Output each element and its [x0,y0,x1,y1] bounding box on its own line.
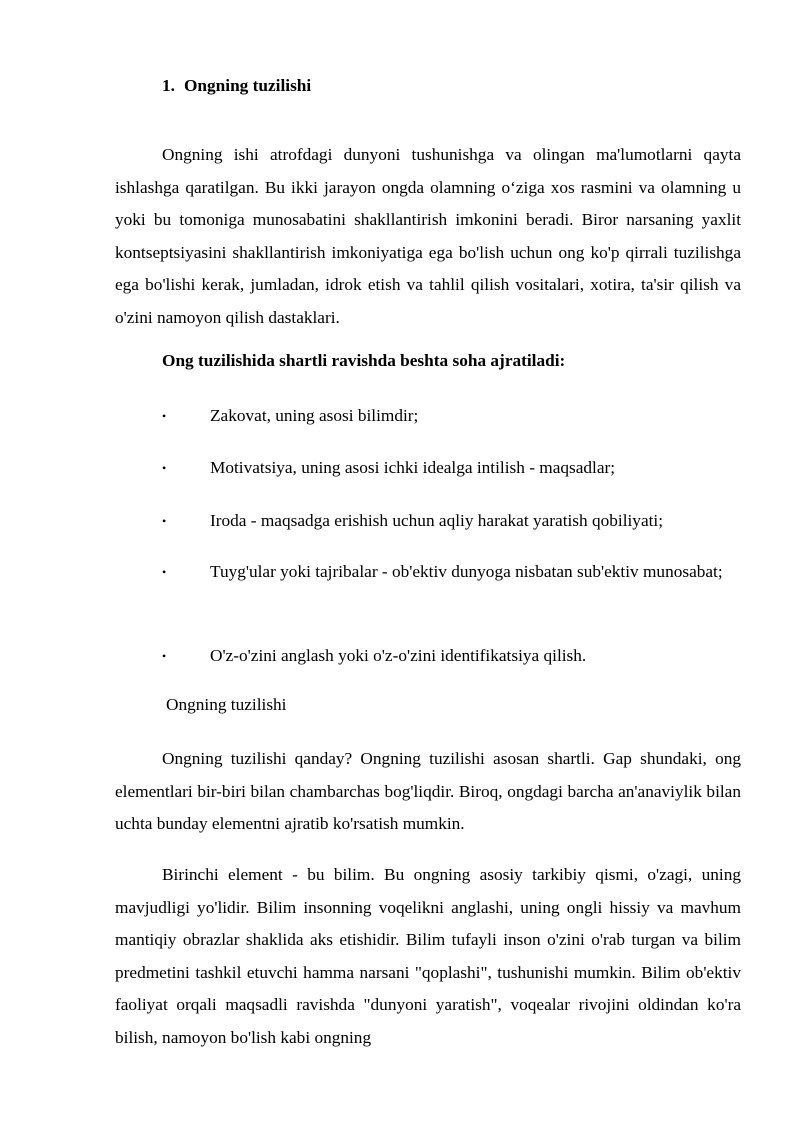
intro-paragraph: Ongning ishi atrofdagi dunyoni tushunishga va olingan ma'lumotlarni qayta ishlashga qaratilgan. Bu ikki jarayon ongda olamning o‘ziga xos rasmini va olamning u yoki bu tomoniga munosabatini shakllantirish imkonini beradi. Biror narsaning yaxlit kontseptsiyasini shakllantirish imkoniyatiga ega bo'lish uchun ong ko'p qirrali tuzilishga ega bo'lishi kerak, jumladan, idrok etish va tahlil qilish vositalari, xotira, ta'sir qilish va o'zini namoyon qilish dastaklari. [115,145,741,327]
list-heading: Ong tuzilishida shartli ravishda beshta soha ajratiladi: [162,351,566,370]
list-item-text: O'z-o'zini anglash yoki o'z-o'zini identifikatsiya qilish. [210,646,587,665]
section-heading [162,76,311,96]
list-item [115,505,741,538]
bullet-icon: • [162,649,167,663]
list-item-text: Iroda - maqsadga erishish uchun aqliy harakat yaratish qobiliyati; [210,511,664,530]
section-title: Ongning tuzilishi [183,76,312,95]
list-item [115,452,741,485]
bullet-icon: • [162,565,167,579]
body-paragraph: Birinchi element - bu bilim. Bu ongning asosiy tarkibiy qismi, o'zagi, uning mavjudligi yo'lidir. Bilim insonning voqelikni anglashi, uning ongli hissiy va mavhum mantiqiy obrazlar shaklida aks etishidir. Bilim tufayli inson o'zini o'rab turgan va bilim predmetini tashkil etuvchi hamma narsani "qoplashi", tushunishi mumkin. Bilim ob'ektiv faoliyat orqali maqsadli ravishda "dunyoni yaratish", voqealar rivojini oldindan ko'ra bilish, namoyon bo'lish kabi ongning [115,865,741,1047]
list-item [115,556,741,589]
list-item-text: Motivatsiya, uning asosi ichki idealga intilish - maqsadlar; [210,458,616,477]
section-number: 1. [162,76,175,95]
list-item [115,640,741,673]
bullet-icon: • [162,409,167,423]
bullet-icon: • [162,514,167,528]
body-paragraph: Ongning tuzilishi qanday? Ongning tuzilishi asosan shartli. Gap shundaki, ong elementlari bir-biri bilan chambarchas bog'liqdir. Biroq, ongdagi barcha an'anaviylik bilan uchta bunday elementni ajratib ko'rsatish mumkin. [115,749,741,833]
list-item-text: Tuyg'ular yoki tajribalar - ob'ektiv dunyoga nisbatan sub'ektiv munosabat; [210,562,723,581]
subsection-title: Ongning tuzilishi [166,695,287,714]
bullet-icon: • [162,461,167,475]
list-item-text: Zakovat, uning asosi bilimdir; [210,406,419,425]
list-item [115,400,741,433]
